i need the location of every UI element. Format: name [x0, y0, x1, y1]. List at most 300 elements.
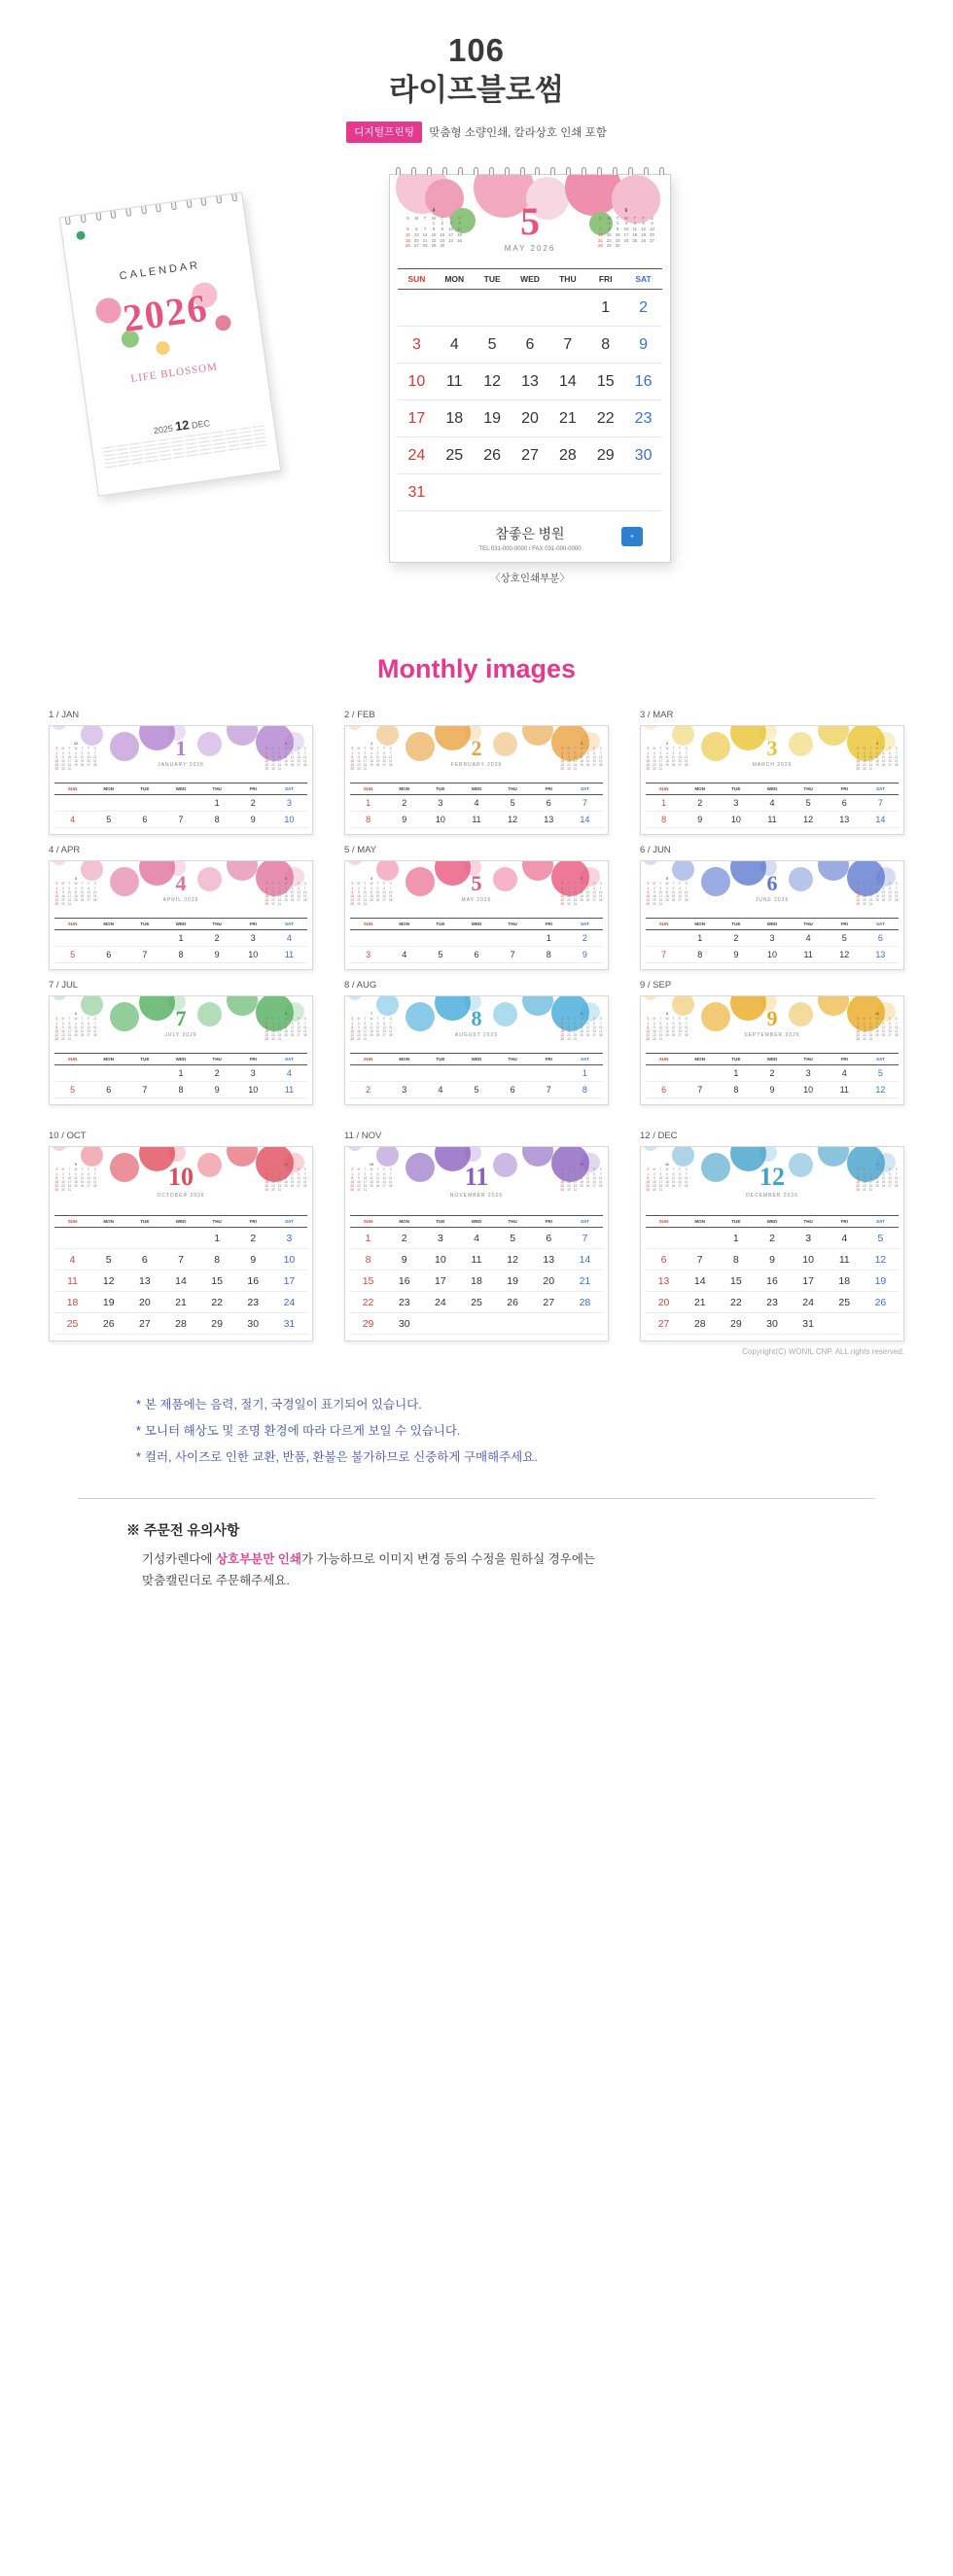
- calendar-day-cell: 25: [54, 1313, 90, 1335]
- calendar-day-cell: 1: [567, 1065, 603, 1082]
- weekday-cell: SAT: [875, 1057, 885, 1062]
- calendar-day-cell: 12: [495, 1249, 531, 1271]
- calendar-day-cell: 11: [458, 812, 494, 828]
- page-header: [0, 0, 953, 143]
- monthly-section-title: Monthly images: [376, 654, 577, 684]
- weekday-cell: FRI: [249, 1057, 257, 1062]
- monthly-cell-label: 12 / DEC: [640, 1131, 678, 1142]
- calendar-day-cell: 18: [54, 1292, 90, 1313]
- weekday-cell: SAT: [580, 922, 589, 927]
- calendar-day-cell: 11: [54, 1271, 90, 1292]
- calendar-month-heading: [390, 199, 670, 254]
- monthly-calendar: [49, 725, 313, 835]
- floral-decor-icon: [522, 1147, 553, 1166]
- monthly-image-cell: [640, 1131, 904, 1341]
- weekday-cell: TUE: [436, 922, 445, 927]
- monthly-floral-header: [50, 1147, 312, 1215]
- weekday-cell: FRI: [545, 1219, 552, 1225]
- calendar-day-cell: [512, 474, 549, 511]
- monthly-month-number: 1: [175, 736, 187, 761]
- calendar-day-cell: 18: [436, 400, 474, 437]
- monthly-weekday-row: [54, 918, 307, 930]
- calendar-day-cell: 5: [863, 1065, 899, 1082]
- calendar-day-cell: 28: [682, 1313, 718, 1335]
- calendar-day-cell: 10: [422, 812, 458, 828]
- calendar-day-cell: [682, 1228, 718, 1249]
- calendar-day-cell: 2: [754, 1228, 790, 1249]
- calendar-day-cell: 3: [350, 947, 386, 963]
- weekday-cell: WED: [471, 1219, 482, 1225]
- calendar-day-cell: 8: [718, 1082, 754, 1098]
- calendar-day-cell: 5: [495, 795, 531, 812]
- calendar-day-cell: 26: [495, 1292, 531, 1313]
- floral-decor-icon: [347, 861, 363, 865]
- calendar-day-cell: 20: [126, 1292, 162, 1313]
- calendar-day-grid: [398, 290, 662, 511]
- calendar-day-cell: [646, 930, 682, 947]
- calendar-day-cell: 4: [271, 1065, 307, 1082]
- monthly-day-grid: [350, 930, 603, 963]
- monthly-weekday-row: [54, 783, 307, 795]
- calendar-day-cell: 27: [646, 1313, 682, 1335]
- mini-month-next: 7 S M T W T F S 1 2 3 4 5 6 7 8 9 10 11 12 13 14 15 16 17 18 19 20 21 22 23 24 25 26 27 28 29 30 31: [856, 877, 899, 907]
- monthly-weekday-row: [54, 1215, 307, 1228]
- mini-month-prev-number: 4: [432, 208, 436, 215]
- monthly-image-cell: [344, 980, 609, 1105]
- monthly-day-grid: [350, 795, 603, 828]
- weekday-cell: MON: [694, 786, 706, 792]
- calendar-day-cell: 16: [386, 1271, 422, 1292]
- weekday-cell: TUE: [140, 1219, 150, 1225]
- monthly-day-grid: [350, 1065, 603, 1098]
- weekday-cell: SUN: [67, 922, 78, 927]
- calendar-day-cell: 21: [162, 1292, 198, 1313]
- calendar-day-cell: 23: [386, 1292, 422, 1313]
- calendar-day-cell: 7: [162, 812, 198, 828]
- calendar-day-cell: [422, 1313, 458, 1335]
- weekday-cell: FRI: [249, 1219, 257, 1225]
- calendar-day-cell: 30: [754, 1313, 790, 1335]
- calendar-day-cell: 1: [718, 1065, 754, 1082]
- cover-calendar-preview: [59, 192, 282, 498]
- calendar-day-cell: 6: [126, 1249, 162, 1271]
- weekday-cell: FRI: [840, 1057, 848, 1062]
- weekday-cell: SAT: [284, 922, 294, 927]
- weekday-cell: WED: [471, 786, 482, 792]
- calendar-day-cell: 26: [474, 437, 512, 474]
- weekday-cell: SAT: [580, 1219, 589, 1225]
- calendar-day-cell: 7: [531, 1082, 567, 1098]
- calendar-day-cell: [90, 930, 126, 947]
- calendar-day-cell: [54, 930, 90, 947]
- floral-decor-icon: [643, 996, 658, 1000]
- calendar-day-cell: [474, 290, 512, 327]
- monthly-image-cell: [640, 845, 904, 970]
- weekday-cell: SAT: [875, 1219, 885, 1225]
- mini-month-prev: 1 S M T W T F S 1 2 3 4 5 6 7 8 9 10 11 12 13 14 15 16 17 18 19 20 21 22 23 24 25 26 27 28 29 30 31: [350, 742, 393, 772]
- calendar-day-cell: 27: [126, 1313, 162, 1335]
- calendar-day-cell: 9: [235, 812, 271, 828]
- calendar-day-cell: [126, 795, 162, 812]
- calendar-day-cell: 8: [682, 947, 718, 963]
- floral-decor-icon: [347, 726, 363, 730]
- monthly-calendar: [640, 995, 904, 1105]
- monthly-month-number: 2: [471, 736, 482, 761]
- calendar-day-cell: 21: [682, 1292, 718, 1313]
- calendar-day-cell: 1: [199, 1228, 235, 1249]
- calendar-day-cell: 8: [350, 1249, 386, 1271]
- calendar-day-cell: 16: [235, 1271, 271, 1292]
- calendar-day-cell: 16: [754, 1271, 790, 1292]
- calendar-day-cell: 6: [495, 1082, 531, 1098]
- calendar-imprint-area: [390, 524, 670, 552]
- calendar-weekday-row: [398, 268, 662, 290]
- calendar-day-cell: 21: [567, 1271, 603, 1292]
- calendar-day-cell: 24: [271, 1292, 307, 1313]
- calendar-day-cell: [827, 1313, 863, 1335]
- calendar-day-cell: [512, 290, 549, 327]
- calendar-day-cell: 3: [235, 1065, 271, 1082]
- calendar-day-cell: 7: [162, 1249, 198, 1271]
- calendar-day-cell: 4: [436, 327, 474, 364]
- calendar-day-cell: 18: [827, 1271, 863, 1292]
- weekday-cell: WED: [175, 786, 187, 792]
- calendar-day-cell: 6: [90, 1082, 126, 1098]
- weekday-cell: SAT: [875, 922, 885, 927]
- weekday-cell: TUE: [731, 922, 741, 927]
- weekday-cell: FRI: [249, 786, 257, 792]
- calendar-day-cell: 8: [718, 1249, 754, 1271]
- weekday-cell: THU: [508, 1219, 517, 1225]
- calendar-day-cell: 20: [646, 1292, 682, 1313]
- weekday-cell: SUN: [363, 1057, 373, 1062]
- monthly-calendar: [640, 860, 904, 970]
- calendar-day-cell: 2: [718, 930, 754, 947]
- weekday-cell: WED: [175, 922, 187, 927]
- floral-decor-icon: [52, 1147, 67, 1151]
- monthly-calendar: [640, 1146, 904, 1341]
- header-subtitle: 맞춤형 소량인쇄, 칼라상호 인쇄 포함: [429, 127, 607, 140]
- monthly-image-grid-large: [49, 1131, 904, 1341]
- mini-month-prev: 11 S M T W T F S 1 2 3 4 5 6 7 8 9 10 11 12 13 14 15 16 17 18 19 20 21 22 23 24 25 26 27 28 29 30 31: [646, 1163, 688, 1193]
- calendar-day-cell: 2: [754, 1065, 790, 1082]
- calendar-day-cell: 24: [422, 1292, 458, 1313]
- calendar-day-cell: 3: [271, 795, 307, 812]
- calendar-day-cell: 4: [271, 930, 307, 947]
- weekday-cell: MON: [399, 786, 410, 792]
- calendar-day-cell: [458, 1313, 494, 1335]
- calendar-day-cell: 5: [827, 930, 863, 947]
- weekday-cell: WED: [766, 1057, 778, 1062]
- calendar-day-cell: 7: [495, 947, 531, 963]
- weekday-mon: MON: [444, 274, 465, 285]
- calendar-day-cell: 6: [126, 812, 162, 828]
- calendar-day-cell: [548, 290, 586, 327]
- calendar-day-cell: 30: [235, 1313, 271, 1335]
- hero-product-images: [0, 164, 953, 585]
- calendar-day-cell: 12: [863, 1249, 899, 1271]
- calendar-day-cell: 5: [90, 812, 126, 828]
- weekday-cell: THU: [803, 1219, 813, 1225]
- floral-decor-icon: [52, 726, 67, 730]
- calendar-day-cell: 26: [90, 1313, 126, 1335]
- monthly-month-en: APRIL 2026: [162, 897, 199, 904]
- monthly-calendar: [49, 1146, 313, 1341]
- calendar-day-cell: 2: [386, 795, 422, 812]
- calendar-day-cell: 5: [495, 1228, 531, 1249]
- calendar-day-cell: [162, 795, 198, 812]
- calendar-day-cell: 9: [682, 812, 718, 828]
- weekday-cell: THU: [508, 922, 517, 927]
- order-line2: 맞춤캘린더로 주문해주세요.: [142, 1574, 290, 1588]
- calendar-day-cell: 6: [646, 1082, 682, 1098]
- floral-decor-icon: [818, 1147, 849, 1166]
- monthly-month-en: DECEMBER 2026: [746, 1193, 798, 1200]
- calendar-month-number: 5: [520, 199, 540, 244]
- calendar-day-cell: 1: [162, 1065, 198, 1082]
- calendar-day-cell: 5: [54, 1082, 90, 1098]
- order-line1-pre: 기성카렌다에: [142, 1552, 216, 1567]
- monthly-weekday-row: [646, 783, 899, 795]
- calendar-day-cell: 7: [863, 795, 899, 812]
- calendar-day-cell: 27: [531, 1292, 567, 1313]
- order-line1-highlight: 상호부분만 인쇄: [215, 1552, 301, 1567]
- calendar-day-cell: [126, 930, 162, 947]
- calendar-day-cell: [436, 474, 474, 511]
- hero-caption: 〈상호인쇄부분〉: [490, 573, 570, 585]
- calendar-day-cell: [458, 1065, 494, 1082]
- calendar-day-cell: 4: [54, 1249, 90, 1271]
- calendar-day-cell: 24: [398, 437, 436, 474]
- calendar-day-cell: 12: [90, 1271, 126, 1292]
- monthly-image-cell: [49, 845, 313, 970]
- monthly-floral-header: [345, 726, 608, 783]
- calendar-day-cell: 1: [531, 930, 567, 947]
- weekday-cell: THU: [212, 922, 222, 927]
- brand-logo-icon: [76, 231, 86, 241]
- monthly-cell-label: 9 / SEP: [640, 980, 672, 992]
- calendar-day-cell: 11: [271, 1082, 307, 1098]
- calendar-day-cell: [54, 1228, 90, 1249]
- weekday-cell: WED: [471, 922, 482, 927]
- calendar-day-cell: [126, 1228, 162, 1249]
- calendar-day-cell: 12: [827, 947, 863, 963]
- calendar-day-cell: 8: [531, 947, 567, 963]
- calendar-day-cell: [162, 1228, 198, 1249]
- mini-month-next: 10 S M T W T F S 1 2 3 4 5 6 7 8 9 10 11 12 13 14 15 16 17 18 19 20 21 22 23 24 25 26 27 28 29 30 31: [856, 1012, 899, 1042]
- weekday-tue: TUE: [483, 274, 501, 285]
- calendar-day-cell: 4: [54, 812, 90, 828]
- weekday-cell: SUN: [658, 1057, 669, 1062]
- monthly-cell-label: 2 / FEB: [344, 710, 375, 721]
- calendar-day-cell: [458, 930, 494, 947]
- calendar-day-cell: 6: [863, 930, 899, 947]
- calendar-day-cell: 5: [863, 1228, 899, 1249]
- calendar-day-cell: 19: [90, 1292, 126, 1313]
- weekday-cell: WED: [175, 1057, 187, 1062]
- monthly-cell-label: 3 / MAR: [640, 710, 674, 721]
- monthly-weekday-row: [646, 1053, 899, 1065]
- calendar-day-cell: 17: [398, 400, 436, 437]
- calendar-day-cell: 9: [235, 1249, 271, 1271]
- weekday-cell: FRI: [249, 922, 257, 927]
- monthly-image-cell: [344, 710, 609, 835]
- weekday-cell: MON: [399, 922, 410, 927]
- monthly-month-number: 5: [471, 871, 482, 896]
- calendar-day-cell: 13: [863, 947, 899, 963]
- weekday-cell: MON: [694, 1057, 706, 1062]
- weekday-cell: SAT: [580, 786, 589, 792]
- weekday-cell: THU: [803, 922, 813, 927]
- calendar-day-cell: 15: [586, 364, 624, 400]
- calendar-day-cell: 7: [682, 1249, 718, 1271]
- floral-decor-icon: [347, 996, 363, 1000]
- monthly-floral-header: [50, 726, 312, 783]
- calendar-day-cell: 7: [682, 1082, 718, 1098]
- monthly-day-grid: [350, 1228, 603, 1335]
- note-item: * 본 제품에는 음력, 절기, 국경일이 표기되어 있습니다.: [136, 1395, 875, 1412]
- calendar-day-cell: [495, 930, 531, 947]
- calendar-day-cell: [531, 1313, 567, 1335]
- calendar-day-cell: 14: [162, 1271, 198, 1292]
- calendar-day-cell: 28: [567, 1292, 603, 1313]
- calendar-day-cell: 3: [791, 1065, 827, 1082]
- calendar-day-cell: [624, 474, 662, 511]
- weekday-sat: SAT: [635, 274, 652, 285]
- weekday-cell: SAT: [875, 786, 885, 792]
- calendar-day-cell: 4: [422, 1082, 458, 1098]
- calendar-day-cell: 23: [235, 1292, 271, 1313]
- monthly-calendar: [49, 860, 313, 970]
- calendar-day-cell: 1: [646, 795, 682, 812]
- calendar-day-cell: 11: [827, 1082, 863, 1098]
- monthly-image-grid: [49, 710, 904, 1105]
- calendar-day-cell: 8: [350, 812, 386, 828]
- calendar-day-cell: 5: [791, 795, 827, 812]
- imprint-contact: TEL 031-000-0000 / FAX 031-000-0000: [478, 546, 582, 553]
- floral-decor-icon: [759, 1147, 777, 1162]
- floral-decor-icon: [227, 1147, 258, 1166]
- monthly-cell-label: 4 / APR: [49, 845, 81, 856]
- weekday-cell: TUE: [731, 1057, 741, 1062]
- monthly-month-number: 6: [766, 871, 778, 896]
- mini-month-next: 1 S M T W T F S 1 2 3 4 5 6 7 8 9 10 11 12 13 14 15 16 17 18 19 20 21 22 23 24 25 26 27 28 29 30 31: [856, 1163, 899, 1193]
- mini-month-next: 5 S M T W T F S 1 2 3 4 5 6 7 8 9 10 11 12 13 14 15 16 17 18 19 20 21 22 23 24 25 26 27 28 29 30 31: [265, 877, 307, 907]
- calendar-day-cell: 11: [827, 1249, 863, 1271]
- calendar-day-cell: 3: [271, 1228, 307, 1249]
- mini-month-prev: 6 S M T W T F S 1 2 3 4 5 6 7 8 9 10 11 12 13 14 15 16 17 18 19 20 21 22 23 24 25 26 27 28 29 30 31: [54, 1012, 97, 1042]
- calendar-day-cell: 9: [199, 1082, 235, 1098]
- monthly-weekday-row: [350, 1215, 603, 1228]
- monthly-day-grid: [54, 1228, 307, 1335]
- calendar-day-cell: 12: [474, 364, 512, 400]
- weekday-cell: TUE: [140, 786, 150, 792]
- calendar-day-cell: 31: [398, 474, 436, 511]
- floral-decor-icon: [643, 861, 658, 865]
- calendar-day-cell: 2: [682, 795, 718, 812]
- mini-month-prev: 8 S M T W T F S 1 2 3 4 5 6 7 8 9 10 11 12 13 14 15 16 17 18 19 20 21 22 23 24 25 26 27 28 29 30 31: [646, 1012, 688, 1042]
- calendar-day-cell: 16: [624, 364, 662, 400]
- mini-month-next: 9 S M T W T F S 1 2 3 4 5 6 7 8 9 10 11 12 13 14 15 16 17 18 19 20 21 22 23 24 25 26 27 28 29 30 31: [560, 1012, 603, 1042]
- monthly-floral-header: [345, 1147, 608, 1215]
- calendar-day-cell: 4: [791, 930, 827, 947]
- calendar-day-cell: [126, 1065, 162, 1082]
- calendar-day-cell: 10: [791, 1082, 827, 1098]
- weekday-cell: TUE: [731, 786, 741, 792]
- calendar-day-cell: 2: [386, 1228, 422, 1249]
- calendar-day-cell: 11: [791, 947, 827, 963]
- monthly-image-cell: [640, 710, 904, 835]
- monthly-floral-header: [641, 861, 903, 918]
- calendar-day-cell: 8: [199, 812, 235, 828]
- calendar-day-cell: 7: [567, 795, 603, 812]
- order-notice: [78, 1498, 875, 1631]
- mini-month-prev: 2 S M T W T F S 1 2 3 4 5 6 7 8 9 10 11 12 13 14 15 16 17 18 19 20 21 22 23 24 25 26 27 28 29 30 31: [646, 742, 688, 772]
- weekday-cell: SUN: [67, 1219, 78, 1225]
- weekday-cell: MON: [399, 1219, 410, 1225]
- calendar-day-cell: 3: [754, 930, 790, 947]
- calendar-day-cell: 15: [350, 1271, 386, 1292]
- weekday-cell: TUE: [436, 786, 445, 792]
- monthly-weekday-row: [646, 1215, 899, 1228]
- weekday-cell: MON: [103, 1057, 115, 1062]
- monthly-cell-label: 11 / NOV: [344, 1131, 382, 1142]
- calendar-day-cell: 31: [271, 1313, 307, 1335]
- calendar-day-cell: 20: [512, 400, 549, 437]
- calendar-floral-header: [390, 175, 670, 268]
- product-notes: [78, 1395, 875, 1465]
- main-calendar-preview: [389, 174, 671, 563]
- imprint-signature: 참좋은 병원: [495, 528, 565, 543]
- cover-calendar-word: CALENDAR: [119, 260, 201, 284]
- monthly-cell-label: 10 / OCT: [49, 1131, 87, 1142]
- monthly-image-cell: [344, 845, 609, 970]
- monthly-day-grid: [54, 1065, 307, 1098]
- calendar-day-cell: 2: [350, 1082, 386, 1098]
- mini-month-next: 11 S M T W T F S 1 2 3 4 5 6 7 8 9 10 11 12 13 14 15 16 17 18 19 20 21 22 23 24 25 26 27 28 29 30 31: [265, 1163, 307, 1193]
- calendar-day-cell: 6: [646, 1249, 682, 1271]
- calendar-day-cell: 13: [512, 364, 549, 400]
- monthly-month-en: JANUARY 2026: [158, 762, 204, 769]
- mini-month-prev: 10 S M T W T F S 1 2 3 4 5 6 7 8 9 10 11 12 13 14 15 16 17 18 19 20 21 22 23 24 25 26 27 28 29 30 31: [350, 1163, 393, 1193]
- floral-decor-icon: [643, 726, 658, 730]
- floral-decor-icon: [168, 1147, 186, 1162]
- calendar-day-cell: 7: [126, 947, 162, 963]
- monthly-month-number: 11: [464, 1163, 489, 1192]
- calendar-day-cell: 5: [54, 947, 90, 963]
- weekday-cell: TUE: [140, 1057, 150, 1062]
- monthly-month-en: NOVEMBER 2026: [449, 1193, 504, 1200]
- weekday-cell: FRI: [840, 1219, 848, 1225]
- monthly-month-en: MAY 2026: [461, 897, 492, 904]
- monthly-image-cell: [49, 1131, 313, 1341]
- cover-brand-name: LIFE BLOSSOM: [129, 361, 219, 386]
- page-title: 라이프블로썸: [389, 73, 564, 108]
- calendar-day-cell: 22: [350, 1292, 386, 1313]
- monthly-image-cell: [49, 710, 313, 835]
- weekday-cell: SAT: [284, 786, 294, 792]
- monthly-calendar: [344, 725, 609, 835]
- weekday-wed: WED: [520, 274, 540, 285]
- mini-month-prev: 7 S M T W T F S 1 2 3 4 5 6 7 8 9 10 11 12 13 14 15 16 17 18 19 20 21 22 23 24 25 26 27 28 29 30 31: [350, 1012, 393, 1042]
- calendar-day-cell: 2: [624, 290, 662, 327]
- calendar-day-cell: 23: [754, 1292, 790, 1313]
- cover-bottom-month: 12: [174, 417, 191, 435]
- monthly-floral-header: [345, 861, 608, 918]
- calendar-day-cell: [90, 1228, 126, 1249]
- mini-month-next: 2 S M T W T F S 1 2 3 4 5 6 7 8 9 10 11 12 13 14 15 16 17 18 19 20 21 22 23 24 25 26 27 28 29 30 31: [265, 742, 307, 772]
- calendar-day-cell: 29: [199, 1313, 235, 1335]
